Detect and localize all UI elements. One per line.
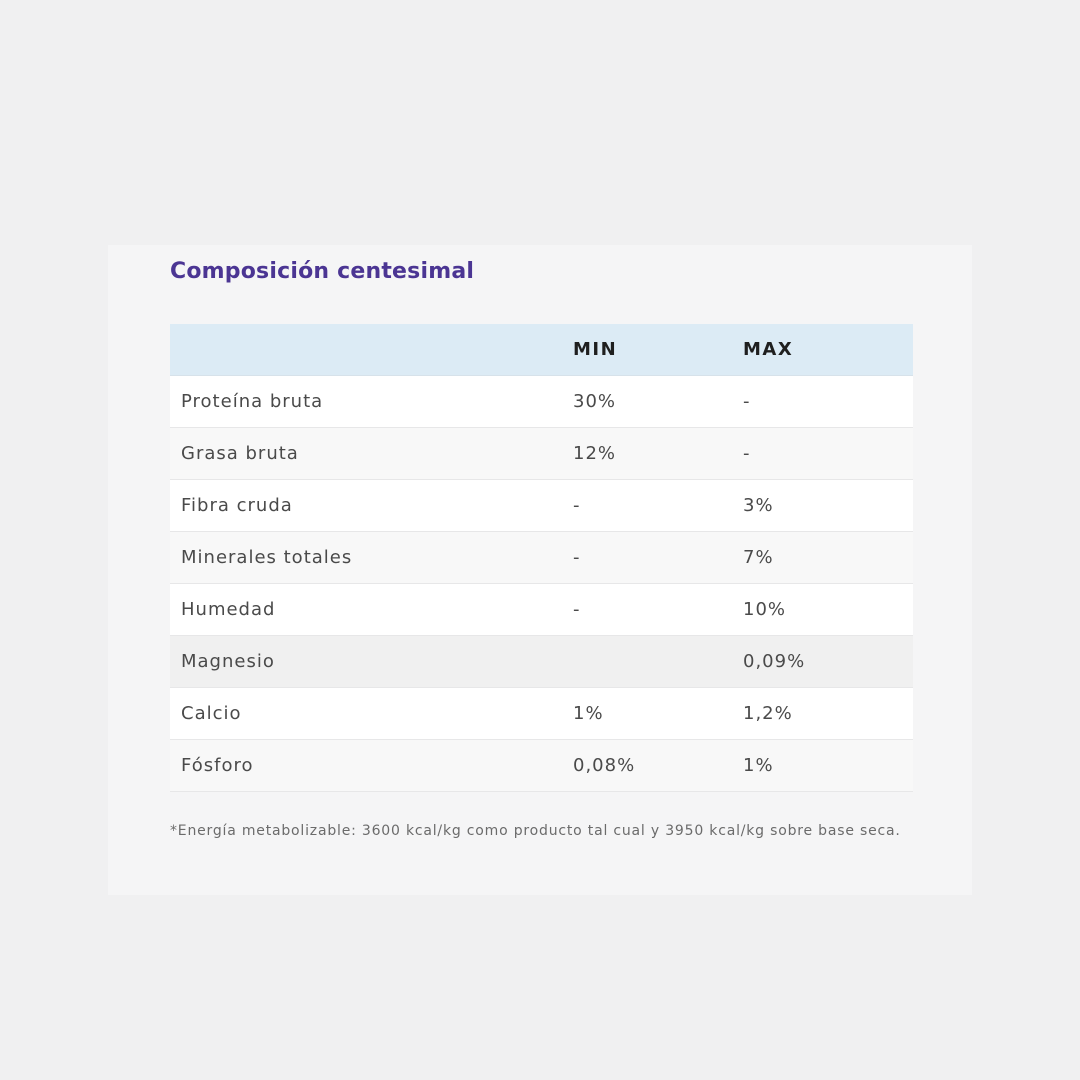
table-row	[170, 376, 913, 428]
min-value-cell: -	[573, 599, 581, 620]
nutrient-name-cell: Calcio	[181, 703, 242, 724]
min-value-cell: -	[573, 495, 581, 516]
nutrient-name-cell: Fósforo	[181, 755, 254, 776]
min-value-cell: 12%	[573, 443, 617, 464]
nutrient-name-cell: Magnesio	[181, 651, 275, 672]
nutrient-name-cell: Humedad	[181, 599, 276, 620]
table-row	[170, 740, 913, 792]
max-value-cell: 1%	[743, 755, 774, 776]
table-row	[170, 636, 913, 688]
energy-footnote: *Energía metabolizable: 3600 kcal/kg como producto tal cual y 3950 kcal/kg sobre base seca.	[170, 823, 901, 839]
table-row	[170, 532, 913, 584]
max-value-cell: 3%	[743, 495, 774, 516]
max-value-cell: 7%	[743, 547, 774, 568]
max-value-cell: -	[743, 443, 751, 464]
nutrient-name-cell: Fibra cruda	[181, 495, 293, 516]
table-header-row	[170, 324, 913, 376]
header-cell-min: MIN	[573, 339, 618, 360]
section-title: Composición centesimal	[170, 259, 475, 284]
min-value-cell: 30%	[573, 391, 617, 412]
table-row	[170, 584, 913, 636]
table-row	[170, 428, 913, 480]
min-value-cell: 1%	[573, 703, 604, 724]
nutrient-name-cell: Proteína bruta	[181, 391, 324, 412]
composition-table	[170, 324, 913, 792]
nutrient-name-cell: Grasa bruta	[181, 443, 299, 464]
header-cell-max: MAX	[743, 339, 794, 360]
max-value-cell: 1,2%	[743, 703, 793, 724]
table-row	[170, 688, 913, 740]
table-row	[170, 480, 913, 532]
nutrient-name-cell: Minerales totales	[181, 547, 353, 568]
min-value-cell: 0,08%	[573, 755, 636, 776]
min-value-cell: -	[573, 547, 581, 568]
max-value-cell: 0,09%	[743, 651, 806, 672]
max-value-cell: 10%	[743, 599, 787, 620]
composition-card	[108, 245, 972, 895]
max-value-cell: -	[743, 391, 751, 412]
